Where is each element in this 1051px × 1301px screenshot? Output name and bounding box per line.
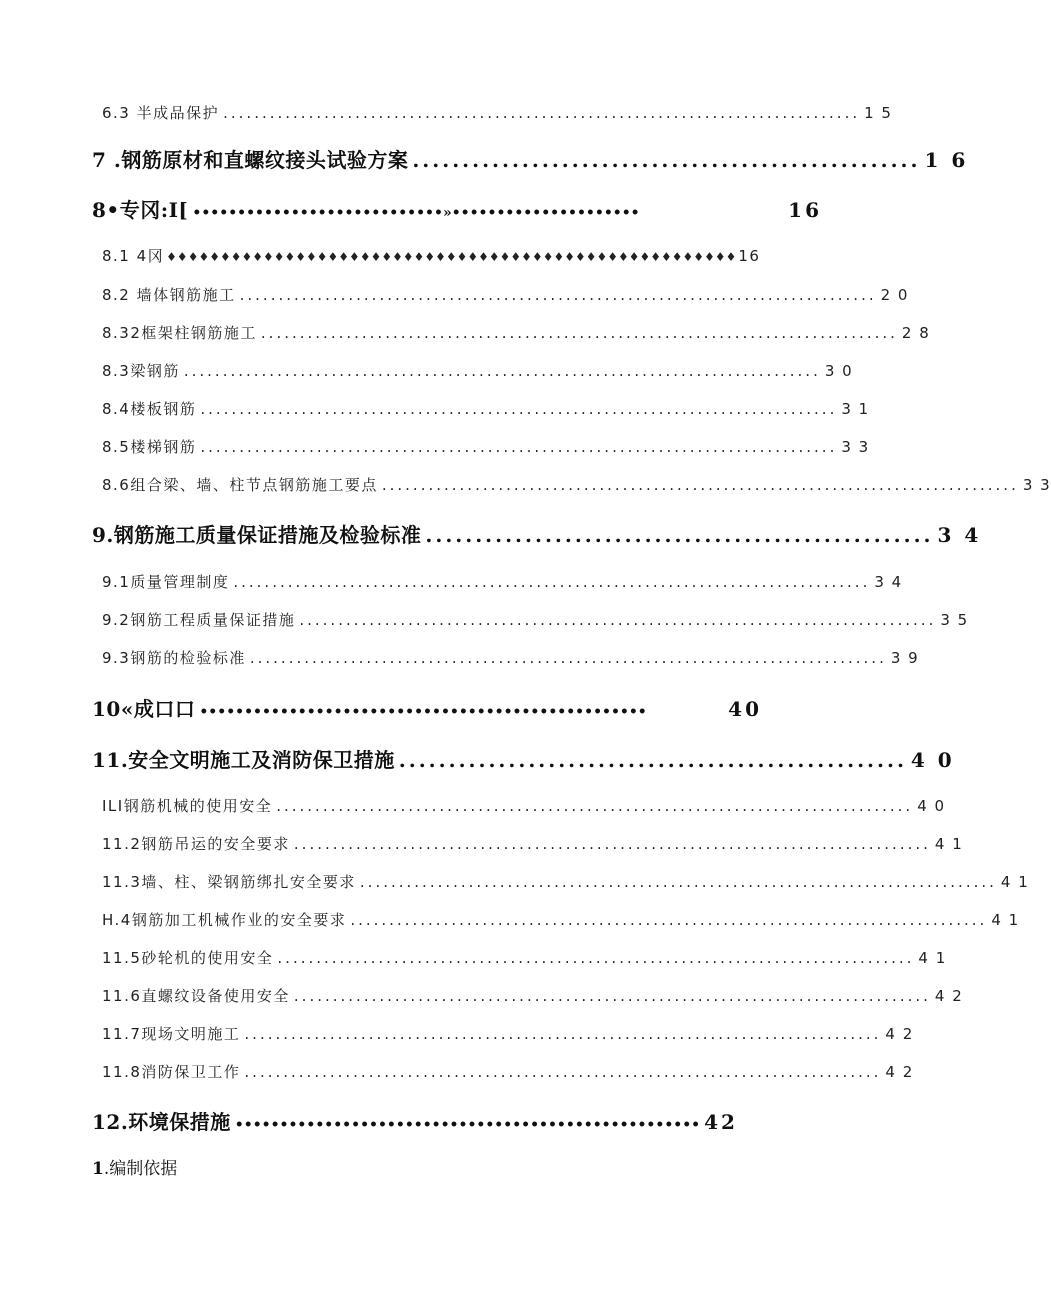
toc-dot-leader: .................................................................................. — [359, 873, 997, 891]
toc-entry[interactable] — [102, 571, 903, 592]
toc-entry-label: 6.3 半成品保护 — [102, 104, 220, 122]
toc-page-number: 4 1 — [934, 835, 964, 853]
toc-page-number: 3 1 — [841, 400, 870, 418]
toc-dot-leader: .................................................................................. — [277, 949, 915, 967]
toc-dot-leader: ................................................... — [398, 748, 907, 772]
toc-entry[interactable] — [92, 693, 762, 722]
toc-page-number: 4 1 — [991, 911, 1020, 929]
toc-entry-label: 12.环境保措施 — [92, 1110, 231, 1134]
toc-dot-leader: ................................................... — [425, 523, 934, 547]
toc-entry-label: 8.2 墙体钢筋施工 — [102, 286, 236, 304]
toc-entry[interactable] — [92, 744, 955, 773]
toc-page-number: 42 — [704, 1110, 738, 1134]
section-heading-title: .编制依据 — [103, 1159, 178, 1179]
toc-dot-leader: .................................................................................. — [276, 797, 914, 815]
toc-entry-label: 9.3钢筋的检验标准 — [102, 649, 246, 667]
toc-page-number: 2 8 — [901, 324, 931, 342]
toc-entry[interactable] — [102, 1061, 914, 1082]
toc-dot-leader: .................................................................................. — [200, 438, 838, 456]
toc-entry[interactable] — [102, 833, 964, 854]
toc-dot-leader: .................................................................................. — [244, 1063, 882, 1081]
toc-dot-leader: .................................................................................. — [350, 911, 988, 929]
toc-entry[interactable] — [102, 360, 854, 381]
toc-entry[interactable] — [92, 1106, 738, 1135]
toc-page-number: 2 0 — [880, 286, 909, 304]
toc-dot-leader: ♦♦♦♦♦♦♦♦♦♦♦♦♦♦♦♦♦♦♦♦♦♦♦♦♦♦♦♦♦♦♦♦♦♦♦♦♦♦♦♦♦♦♦♦♦♦♦♦♦♦♦♦♦ — [166, 250, 737, 264]
toc-entry[interactable] — [102, 436, 870, 457]
toc-dot-leader: .................................................................................. — [233, 573, 871, 591]
toc-dot-leader: .................................................................................. — [200, 400, 838, 418]
toc-dot-leader: .................................................................................. — [223, 104, 861, 122]
toc-dot-leader: .................................................................................. — [260, 324, 898, 342]
toc-page-number: 16 — [738, 247, 761, 265]
toc-entry-label: 11.8消防保卫工作 — [102, 1063, 241, 1081]
toc-page-number: 16 — [788, 198, 822, 222]
toc-entry[interactable] — [102, 474, 1051, 495]
toc-entry[interactable] — [92, 519, 982, 548]
toc-page-number: 4 1 — [1000, 873, 1030, 891]
toc-page-number: 4 2 — [885, 1025, 914, 1043]
toc-entry-label: 11.6直螺纹设备使用安全 — [102, 987, 290, 1005]
toc-entry-label: H.4钢筋加工机械作业的安全要求 — [102, 911, 347, 929]
toc-entry-label: 10«成口口 — [92, 697, 196, 721]
toc-entry-label: 7 .钢筋原材和直螺纹接头试验方案 — [92, 148, 409, 172]
toc-entry[interactable] — [102, 245, 761, 266]
toc-dot-leader: .................................................................................. — [239, 286, 877, 304]
toc-page-number: 4 1 — [918, 949, 947, 967]
toc-page-number: 3 4 — [937, 523, 982, 547]
toc-entry[interactable] — [102, 795, 946, 816]
toc-dot-leader: •••••••••••••••••••••••••••••••••••••••••••••••••• — [199, 704, 647, 720]
toc-entry-label: 11.5砂轮机的使用安全 — [102, 949, 274, 967]
section-heading-number: 1 — [92, 1159, 104, 1179]
toc-entry-label: 9.2钢筋工程质量保证措施 — [102, 611, 296, 629]
toc-dot-leader: .................................................................................. — [293, 987, 931, 1005]
toc-entry[interactable] — [92, 144, 969, 173]
toc-page-number: 1 5 — [864, 104, 893, 122]
toc-entry[interactable] — [102, 909, 1020, 930]
toc-entry[interactable] — [102, 947, 947, 968]
toc-entry-label: 11.7现场文明施工 — [102, 1025, 241, 1043]
toc-entry[interactable] — [102, 322, 931, 343]
toc-entry-label: 11.2钢筋吊运的安全要求 — [102, 835, 290, 853]
toc-page-number: 3 3 — [841, 438, 870, 456]
toc-entry-label: 8.1 4冈 — [102, 247, 165, 265]
toc-entry-label: 11.安全文明施工及消防保卫措施 — [92, 748, 395, 772]
toc-entry-label: 8.6组合梁、墙、柱节点钢筋施工要点 — [102, 476, 378, 494]
toc-dot-leader: .................................................................................. — [381, 476, 1019, 494]
toc-dot-leader: .................................................................................. — [299, 611, 937, 629]
section-heading — [92, 1154, 177, 1179]
toc-entry-label: 9.钢筋施工质量保证措施及检验标准 — [92, 523, 422, 547]
toc-entry[interactable] — [102, 985, 964, 1006]
toc-page-number: 4 2 — [885, 1063, 914, 1081]
toc-page-number: 4 0 — [917, 797, 946, 815]
toc-page-number: 3 9 — [890, 649, 920, 667]
toc-entry-label: 8.3梁钢筋 — [102, 362, 180, 380]
toc-dot-leader: •••••••••••••••••••••••••••••••••••••••••••••••••••• — [234, 1117, 701, 1133]
toc-page-number: 3 3 — [1022, 476, 1051, 494]
toc-dot-leader: .................................................................................. — [244, 1025, 882, 1043]
toc-entry-label: 9.1质量管理制度 — [102, 573, 230, 591]
toc-dot-leader: ••••••••••••••••••••••••••••»••••••••••••••••••••• — [192, 205, 640, 221]
toc-entry-label: 8.4楼板钢筋 — [102, 400, 197, 418]
toc-entry[interactable] — [102, 609, 969, 630]
toc-page-number: 1 6 — [924, 148, 969, 172]
toc-page-number: 3 0 — [824, 362, 854, 380]
toc-entry[interactable] — [92, 194, 822, 223]
toc-dot-leader: ................................................... — [412, 148, 921, 172]
toc-entry-label: 8.5楼梯钢筋 — [102, 438, 197, 456]
toc-entry[interactable] — [102, 102, 893, 123]
toc-entry[interactable] — [102, 284, 909, 305]
toc-page-number: 3 4 — [874, 573, 903, 591]
toc-page-number: 4 2 — [934, 987, 964, 1005]
toc-entry[interactable] — [102, 1023, 914, 1044]
toc-dot-leader: .................................................................................. — [183, 362, 821, 380]
toc-dot-leader: .................................................................................. — [249, 649, 887, 667]
toc-page-number: 4 0 — [910, 748, 955, 772]
toc-entry-label: 11.3墙、柱、梁钢筋绑扎安全要求 — [102, 873, 356, 891]
toc-entry-label: ILI钢筋机械的使用安全 — [102, 797, 273, 815]
toc-page-number: 3 5 — [940, 611, 969, 629]
toc-page-number: 40 — [728, 697, 762, 721]
toc-entry-label: 8•专冈:I[ — [92, 198, 189, 222]
toc-dot-leader: .................................................................................. — [293, 835, 931, 853]
toc-entry-label: 8.32框架柱钢筋施工 — [102, 324, 257, 342]
toc-entry[interactable] — [102, 398, 870, 419]
toc-entry[interactable] — [102, 871, 1030, 892]
toc-entry[interactable] — [102, 647, 920, 668]
